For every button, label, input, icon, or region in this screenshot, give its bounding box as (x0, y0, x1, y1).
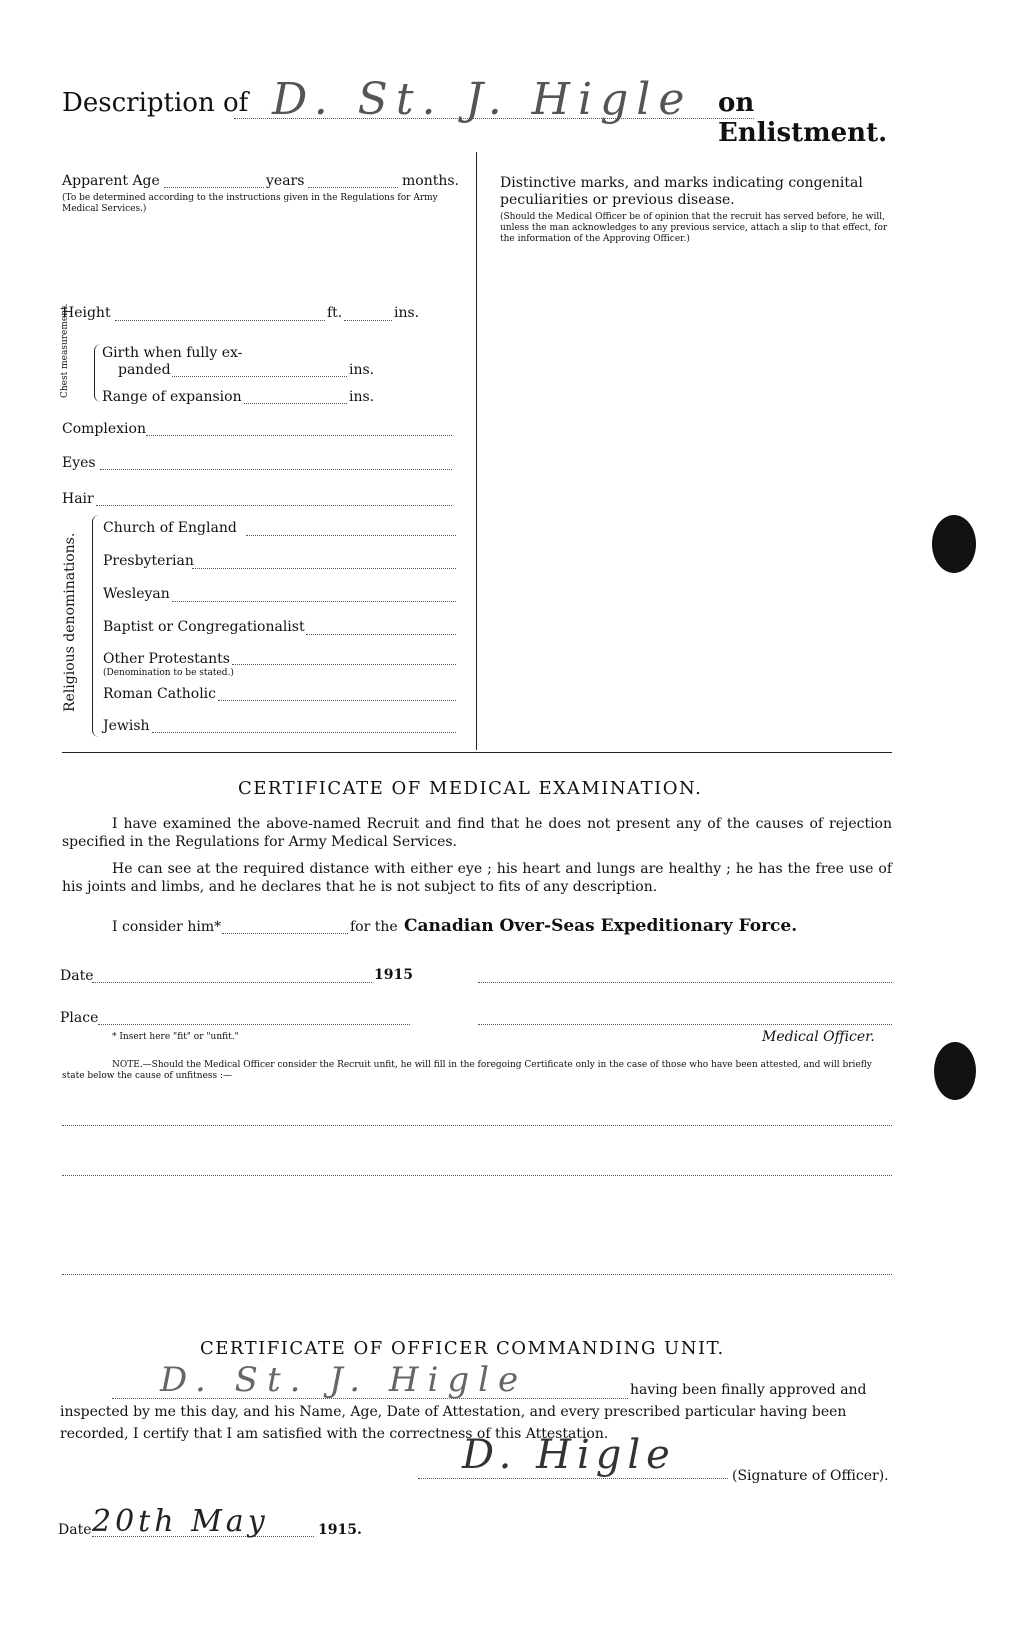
header-prefix: Description of (62, 88, 249, 118)
height-label: Height (62, 305, 111, 321)
officer-certificate-title: CERTIFICATE OF OFFICER COMMANDING UNIT. (200, 1338, 725, 1359)
ft-label: ft. (327, 305, 343, 321)
months-label: months. (402, 173, 459, 189)
range-label: Range of expansion (102, 389, 242, 405)
officer-year: 1915. (318, 1522, 362, 1538)
signature-of-officer-label: (Signature of Officer). (732, 1468, 889, 1484)
ins-label: ins. (394, 305, 420, 321)
officer-date-label: Date (58, 1522, 92, 1538)
medical-para1: I have examined the above-named Recruit and find that he does not present any of the causes of rejection specified in the Regulations for Army Medical Services. (62, 816, 892, 850)
medical-certificate-title: CERTIFICATE OF MEDICAL EXAMINATION. (238, 778, 703, 799)
religion-jewish: Jewish (103, 718, 150, 734)
age-note: (To be determined according to the instructions given in the Regulations for Army Medical Services.) (62, 193, 438, 214)
religion-wesleyan: Wesleyan (103, 586, 170, 602)
religious-denominations-label: Religious denominations. (62, 532, 78, 712)
religion-roman-catholic: Roman Catholic (103, 686, 216, 702)
handwritten-name: D. St. J. Higle (272, 74, 693, 125)
officer-line1-end: having been finally approved and (630, 1382, 867, 1398)
officer-line3: recorded, I certify that I am satisfied with the correctness of this Attestation. (60, 1426, 609, 1442)
denomination-note: (Denomination to be stated.) (103, 668, 234, 678)
years-label: years (266, 173, 305, 189)
consider-label: I consider him* (112, 919, 222, 935)
officer-line2: inspected by me this day, and his Name, Age, Date of Attestation, and every prescribed particular having been (60, 1404, 847, 1420)
for-the-label: for the (350, 919, 398, 935)
eyes-label: Eyes (62, 455, 96, 471)
girth-ins: ins. (349, 362, 375, 378)
religion-other-protestants: Other Protestants (103, 651, 230, 667)
distinctive-marks-line1: Distinctive marks, and marks indicating congenital (500, 175, 863, 191)
punch-hole-mark (932, 515, 976, 573)
religion-presbyterian: Presbyterian (103, 553, 194, 569)
force-name: Canadian Over-Seas Expeditionary Force. (404, 916, 798, 936)
chest-measurement-label: Chest measurement. (60, 303, 70, 398)
insert-note: * Insert here "fit" or "unfit." (112, 1032, 239, 1042)
girth-line1: Girth when fully ex- (102, 345, 243, 361)
unfit-note: NOTE.—Should the Medical Officer consider the Recruit unfit, he will fill in the foregoing Certificate only in the case of those who have been attested, and will briefly state below the cause of unfitness :— (62, 1060, 872, 1081)
medical-para2: He can see at the required distance with either eye ; his heart and lungs are healthy ; he has the free use of his joints and limbs, and he declares that he is not subject to fits of any description. (62, 861, 892, 895)
officer-handwritten-name: D. St. J. Higle (160, 1360, 528, 1400)
medical-date-label: Date (60, 968, 94, 984)
religion-church-of-england: Church of England (103, 520, 237, 536)
apparent-age-label: Apparent Age (62, 173, 160, 189)
religion-baptist: Baptist or Congregationalist (103, 619, 305, 635)
officer-date-handwritten: 20th May (92, 1504, 269, 1539)
page-header (62, 74, 902, 148)
hair-label: Hair (62, 491, 94, 507)
header-suffix: on Enlistment. (718, 88, 888, 148)
range-ins: ins. (349, 389, 375, 405)
medical-officer-label: Medical Officer. (762, 1029, 875, 1045)
complexion-label: Complexion (62, 421, 146, 437)
medical-place-label: Place (60, 1010, 99, 1026)
officer-signature: D. Higle (462, 1432, 676, 1478)
distinctive-marks-note: (Should the Medical Officer be of opinion that the recruit has served before, he will, unless the man acknowledges to any previous service, attach a slip to that effect, for the information of the Approving Officer.) (500, 212, 888, 244)
medical-year: 1915 (374, 967, 413, 983)
punch-hole-mark (934, 1042, 976, 1100)
girth-line2: panded (118, 362, 171, 378)
distinctive-marks-line2: peculiarities or previous disease. (500, 192, 735, 208)
